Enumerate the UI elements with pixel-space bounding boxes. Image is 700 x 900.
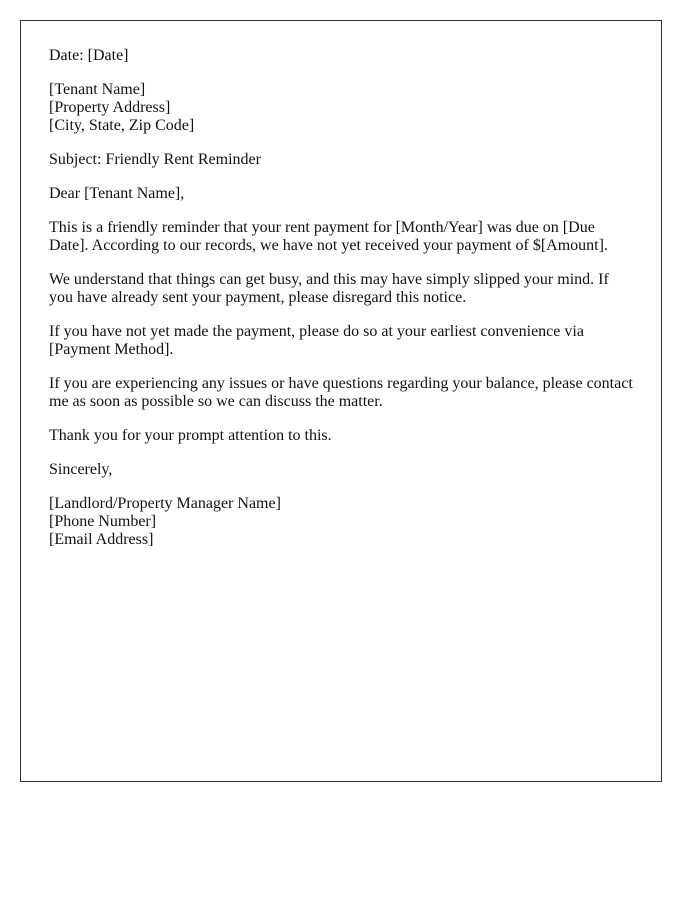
letter-document (20, 20, 662, 782)
body-paragraph-thanks: Thank you for your prompt attention to this. (49, 427, 332, 444)
salutation: Dear [Tenant Name], (49, 185, 185, 202)
signature-block (49, 495, 633, 549)
recipient-address: [Property Address] (49, 99, 171, 116)
recipient-name: [Tenant Name] (49, 81, 146, 98)
signature-email: [Email Address] (49, 531, 154, 548)
date-line: Date: [Date] (49, 47, 129, 64)
body-paragraph-payment-method: If you have not yet made the payment, please do so at your earliest convenience via [Payment Method]. (49, 323, 584, 358)
subject-line: Subject: Friendly Rent Reminder (49, 151, 261, 168)
signature-name: [Landlord/Property Manager Name] (49, 495, 281, 512)
body-paragraph-understanding: We understand that things can get busy, and this may have simply slipped your mind. If you have already sent your payment, please disregard this notice. (49, 271, 609, 306)
body-paragraph-reminder: This is a friendly reminder that your rent payment for [Month/Year] was due on [Due Date]. According to our records, we have not yet received your payment of $[Amount]. (49, 219, 608, 254)
recipient-city-state-zip: [City, State, Zip Code] (49, 117, 195, 134)
closing: Sincerely, (49, 461, 113, 478)
recipient-block (49, 81, 633, 135)
body-paragraph-contact: If you are experiencing any issues or have questions regarding your balance, please contact me as soon as possible so we can discuss the matter. (49, 375, 633, 410)
signature-phone: [Phone Number] (49, 513, 157, 530)
